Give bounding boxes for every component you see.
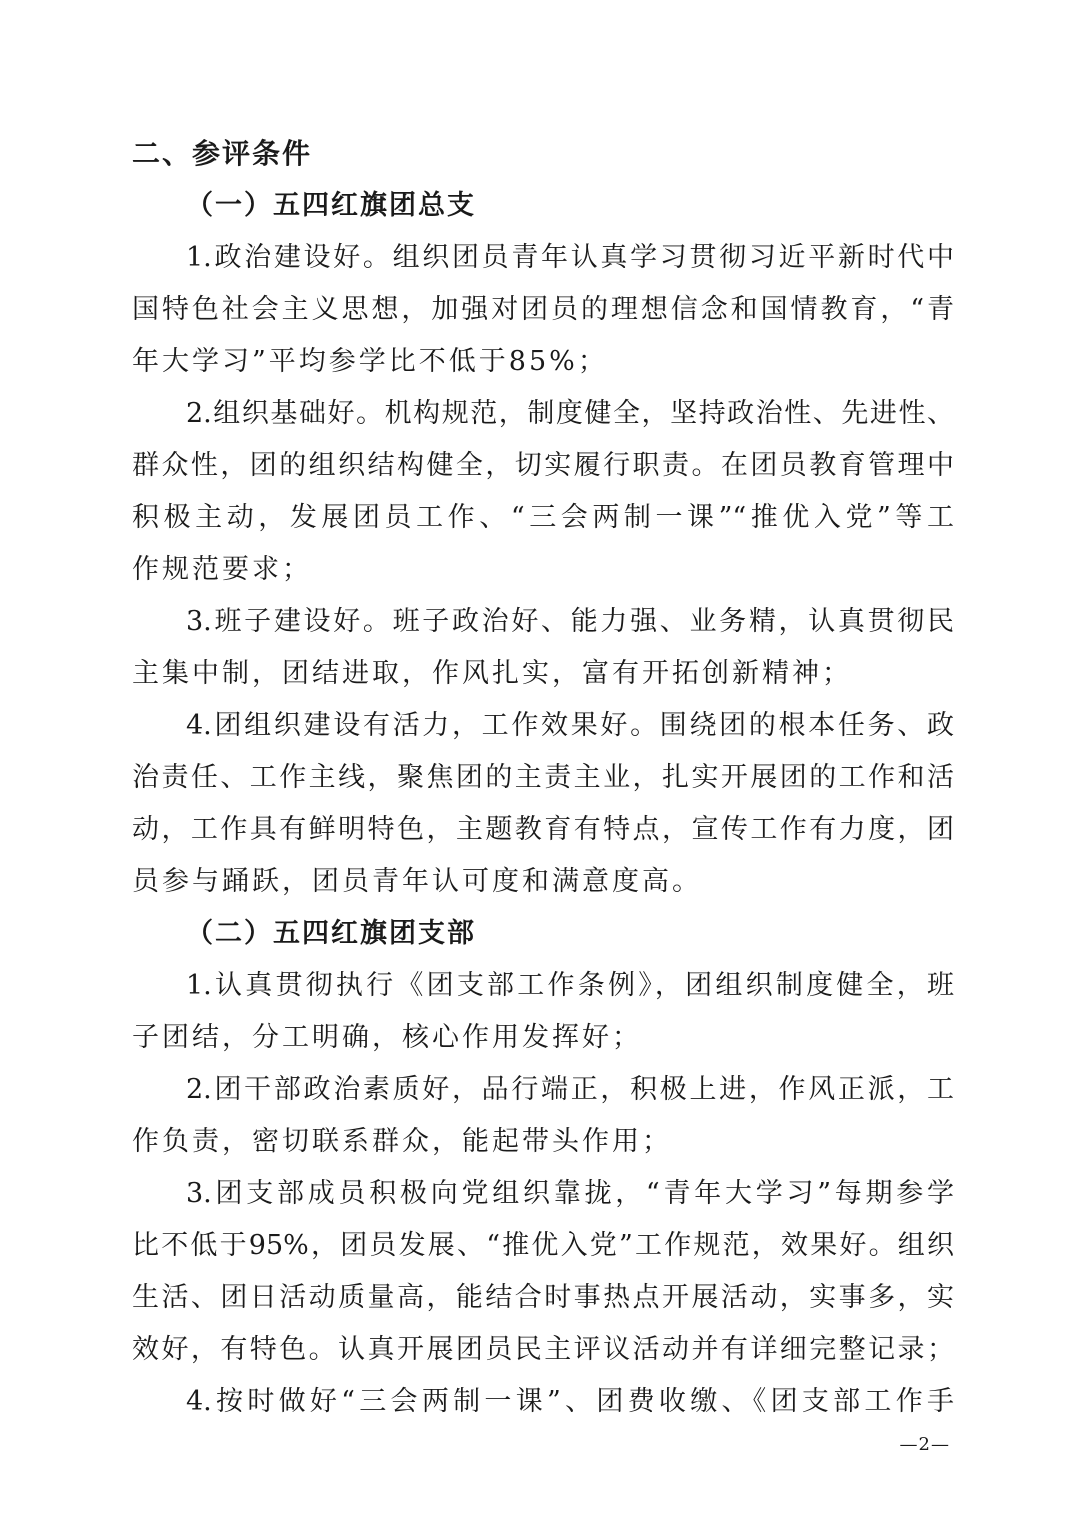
paragraph-line: 国特色社会主义思想，加强对团员的理想信念和国情教育，“青 [132,294,954,325]
paragraph-line: 4.团组织建设有活力，工作效果好。围绕团的根本任务、政 [186,710,954,741]
paragraph-branch-1 [132,960,954,1064]
paragraph-line: 2.团干部政治素质好，品行端正，积极上进，作风正派，工 [186,1074,954,1105]
paragraph-general-branch-2 [132,388,954,596]
paragraph-line: 2.组织基础好。机构规范，制度健全，坚持政治性、先进性、 [186,398,954,429]
page-number: —2— [899,1434,950,1455]
paragraph-line: 作规范要求； [132,554,312,585]
paragraph-general-branch-4 [132,700,954,908]
paragraph-line: 比不低于95%，团员发展、“推优入党”工作规范，效果好。组织 [132,1230,954,1261]
paragraph-line: 积极主动，发展团员工作、“三会两制一课”“推优入党”等工 [132,502,954,533]
paragraph-line: 治责任、工作主线，聚焦团的主责主业，扎实开展团的工作和活 [132,762,954,793]
paragraph-line: 3.团支部成员积极向党组织靠拢，“青年大学习”每期参学 [186,1178,954,1209]
paragraph-line: 3.班子建设好。班子政治好、能力强、业务精，认真贯彻民 [186,606,954,637]
paragraph-line: 4.按时做好“三会两制一课”、团费收缴、《团支部工作手 [186,1386,954,1417]
paragraph-line: 年大学习”平均参学比不低于85%； [132,346,608,377]
paragraph-general-branch-3 [132,596,954,700]
paragraph-line: 生活、团日活动质量高，能结合时事热点开展活动，实事多，实 [132,1282,954,1313]
subsection-title-general-branch: （一）五四红旗团总支 [186,190,476,221]
paragraph-line: 作负责，密切联系群众，能起带头作用； [132,1126,672,1157]
paragraph-line: 效好，有特色。认真开展团员民主评议活动并有详细完整记录； [132,1334,954,1365]
paragraph-line: 员参与踊跃，团员青年认可度和满意度高。 [132,866,702,897]
paragraph-line: 动，工作具有鲜明特色，主题教育有特点，宣传工作有力度，团 [132,814,954,845]
paragraph-line: 1.认真贯彻执行《团支部工作条例》，团组织制度健全，班 [186,970,954,1001]
document-body [132,128,954,1428]
subsection-title-branch: （二）五四红旗团支部 [186,918,476,949]
section-title: 二、参评条件 [132,137,313,170]
paragraph-branch-4 [132,1376,954,1428]
paragraph-branch-3 [132,1168,954,1376]
paragraph-branch-2 [132,1064,954,1168]
paragraph-line: 群众性，团的组织结构健全，切实履行职责。在团员教育管理中 [132,450,954,481]
paragraph-line: 子团结，分工明确，核心作用发挥好； [132,1022,642,1053]
paragraph-line: 1.政治建设好。组织团员青年认真学习贯彻习近平新时代中 [186,242,954,273]
paragraph-line: 主集中制，团结进取，作风扎实，富有开拓创新精神； [132,658,852,689]
paragraph-general-branch-1 [132,232,954,388]
